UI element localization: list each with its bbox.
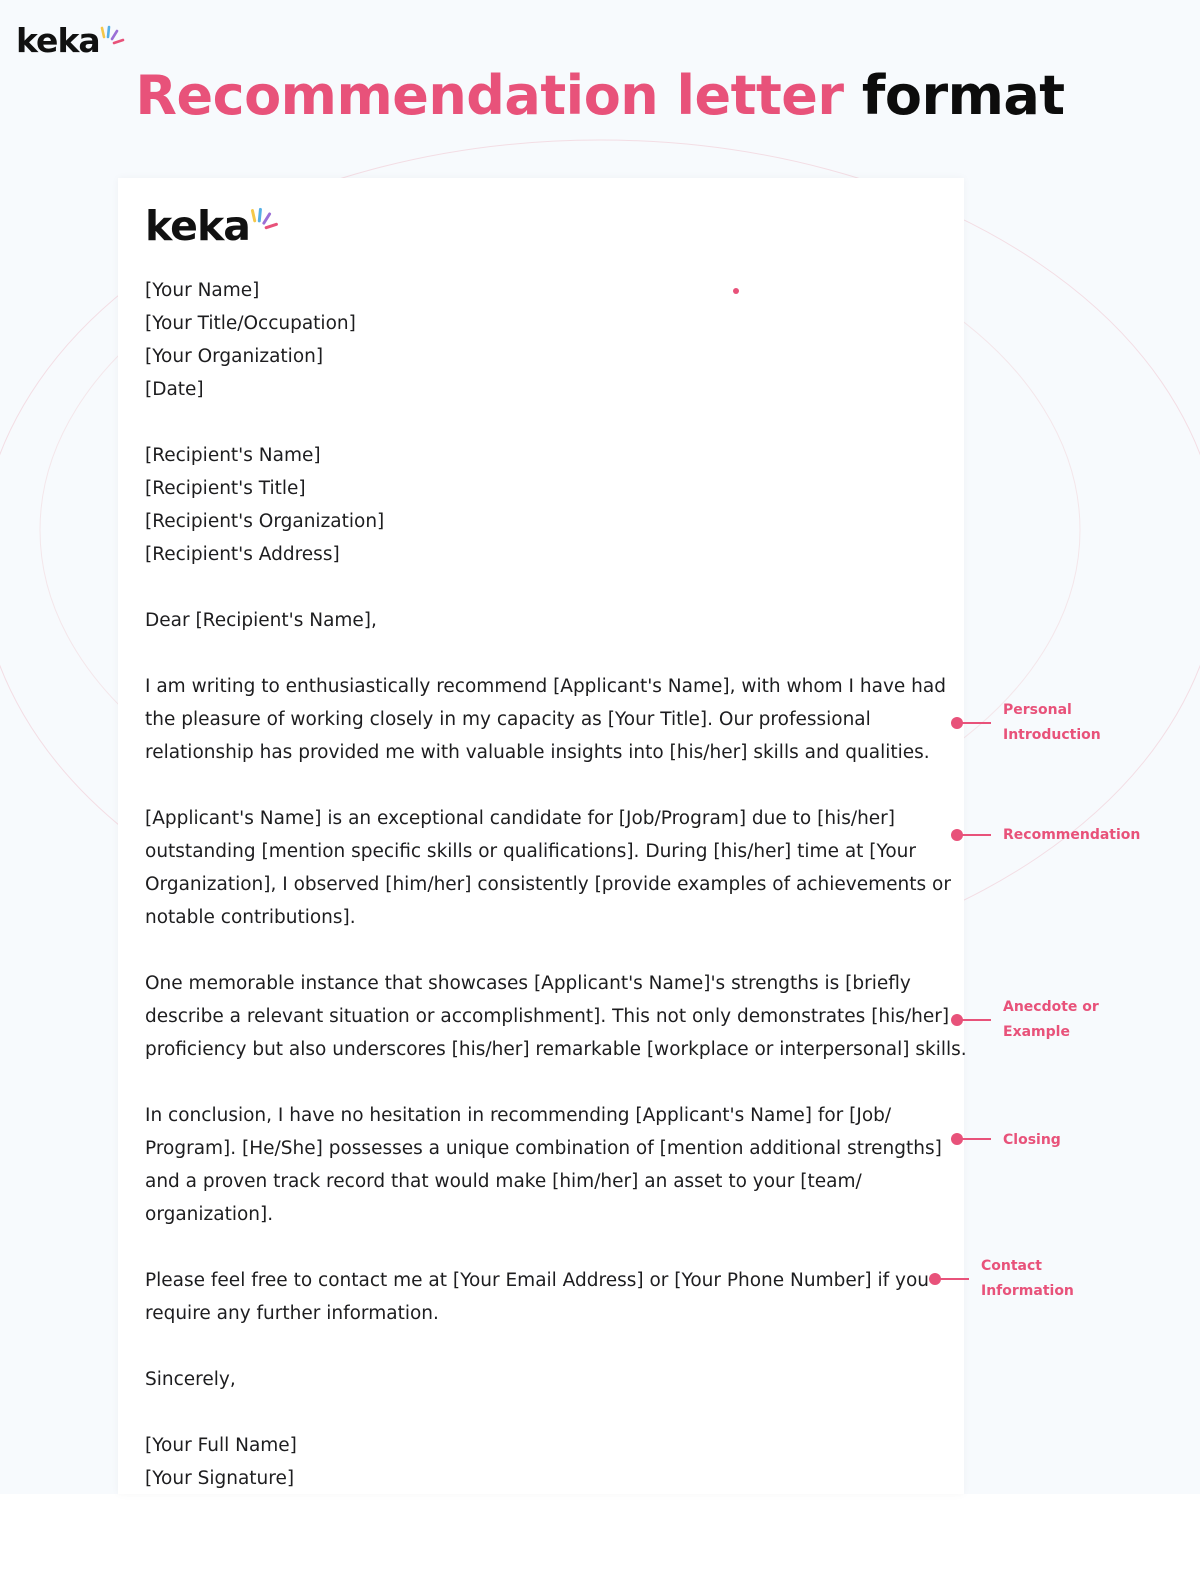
paragraph-anecdote bbox=[145, 967, 967, 1066]
paragraph-contact bbox=[145, 1264, 945, 1330]
annotation-connector bbox=[939, 1278, 969, 1280]
bottom-strip bbox=[0, 1494, 1200, 1570]
recipient-block bbox=[145, 439, 945, 571]
annotation-connector bbox=[961, 834, 991, 836]
logo-wordmark: keka bbox=[145, 202, 250, 250]
annotation-label: Closing bbox=[1003, 1132, 1061, 1148]
paragraph-line: One memorable instance that showcases [Applicant's Name]'s strengths is [briefly bbox=[145, 973, 911, 994]
card-keka-logo bbox=[145, 202, 280, 250]
page-title bbox=[0, 60, 1200, 132]
keka-logo bbox=[16, 21, 126, 60]
letter-body bbox=[145, 274, 967, 1495]
signature: [Your Signature] bbox=[145, 1468, 295, 1489]
paragraph-line: outstanding [mention specific skills or qualifications]. During [his/her] time at [Your bbox=[145, 841, 917, 862]
sparkle-icon bbox=[250, 206, 280, 238]
letter-date: [Date] bbox=[145, 379, 204, 400]
title-highlight: Recommendation letter bbox=[135, 64, 844, 127]
annotation-label: Contact bbox=[981, 1258, 1042, 1274]
annotation-label: Personal bbox=[1003, 702, 1072, 718]
annotation-label: Example bbox=[1003, 1024, 1070, 1040]
title-rest: format bbox=[861, 64, 1065, 127]
annotation-connector bbox=[961, 1138, 991, 1140]
paragraph-line: organization]. bbox=[145, 1204, 274, 1225]
annotation-label: Anecdote or bbox=[1003, 999, 1099, 1015]
sender-block bbox=[145, 274, 945, 406]
annotation-label: Introduction bbox=[1003, 727, 1101, 743]
sender-organization: [Your Organization] bbox=[145, 346, 324, 367]
closing: Sincerely, bbox=[145, 1369, 236, 1390]
recipient-organization: [Recipient's Organization] bbox=[145, 511, 385, 532]
paragraph-line: notable contributions]. bbox=[145, 907, 356, 928]
paragraph-line: [Applicant's Name] is an exceptional candidate for [Job/Program] due to [his/her] bbox=[145, 808, 895, 829]
paragraph-closing bbox=[145, 1099, 945, 1231]
recipient-address: [Recipient's Address] bbox=[145, 544, 340, 565]
paragraph-line: Program]. [He/She] possesses a unique combination of [mention additional strengths] bbox=[145, 1138, 942, 1159]
recipient-name: [Recipient's Name] bbox=[145, 445, 321, 466]
paragraph-line: and a proven track record that would make [him/her] an asset to your [team/ bbox=[145, 1171, 862, 1192]
paragraph-introduction bbox=[145, 670, 945, 769]
salutation: Dear [Recipient's Name], bbox=[145, 610, 377, 631]
annotation-connector bbox=[961, 1019, 991, 1021]
paragraph-line: require any further information. bbox=[145, 1303, 439, 1324]
paragraph-line: the pleasure of working closely in my capacity as [Your Title]. Our professional bbox=[145, 709, 871, 730]
logo-wordmark: keka bbox=[16, 21, 100, 60]
sender-name: [Your Name] bbox=[145, 280, 260, 301]
full-name: [Your Full Name] bbox=[145, 1435, 297, 1456]
sparkle-icon bbox=[100, 24, 126, 52]
annotation-label: Information bbox=[981, 1283, 1074, 1299]
sender-title: [Your Title/Occupation] bbox=[145, 313, 356, 334]
paragraph-line: proficiency but also underscores [his/her] remarkable [workplace or interpersonal] skills. bbox=[145, 1039, 967, 1060]
signature-block bbox=[145, 1429, 945, 1495]
paragraph-line: relationship has provided me with valuable insights into [his/her] skills and qualities. bbox=[145, 742, 930, 763]
paragraph-line: Organization], I observed [him/her] consistently [provide examples of achievements or bbox=[145, 874, 951, 895]
annotation-connector bbox=[961, 722, 991, 724]
recipient-title: [Recipient's Title] bbox=[145, 478, 306, 499]
paragraph-line: describe a relevant situation or accomplishment]. This not only demonstrates [his/her] bbox=[145, 1006, 950, 1027]
annotation-label: Recommendation bbox=[1003, 827, 1141, 843]
paragraph-recommendation bbox=[145, 802, 951, 934]
paragraph-line: I am writing to enthusiastically recommend [Applicant's Name], with whom I have had bbox=[145, 676, 946, 697]
paragraph-line: Please feel free to contact me at [Your Email Address] or [Your Phone Number] if you bbox=[145, 1270, 929, 1291]
paragraph-line: In conclusion, I have no hesitation in recommending [Applicant's Name] for [Job/ bbox=[145, 1105, 892, 1126]
